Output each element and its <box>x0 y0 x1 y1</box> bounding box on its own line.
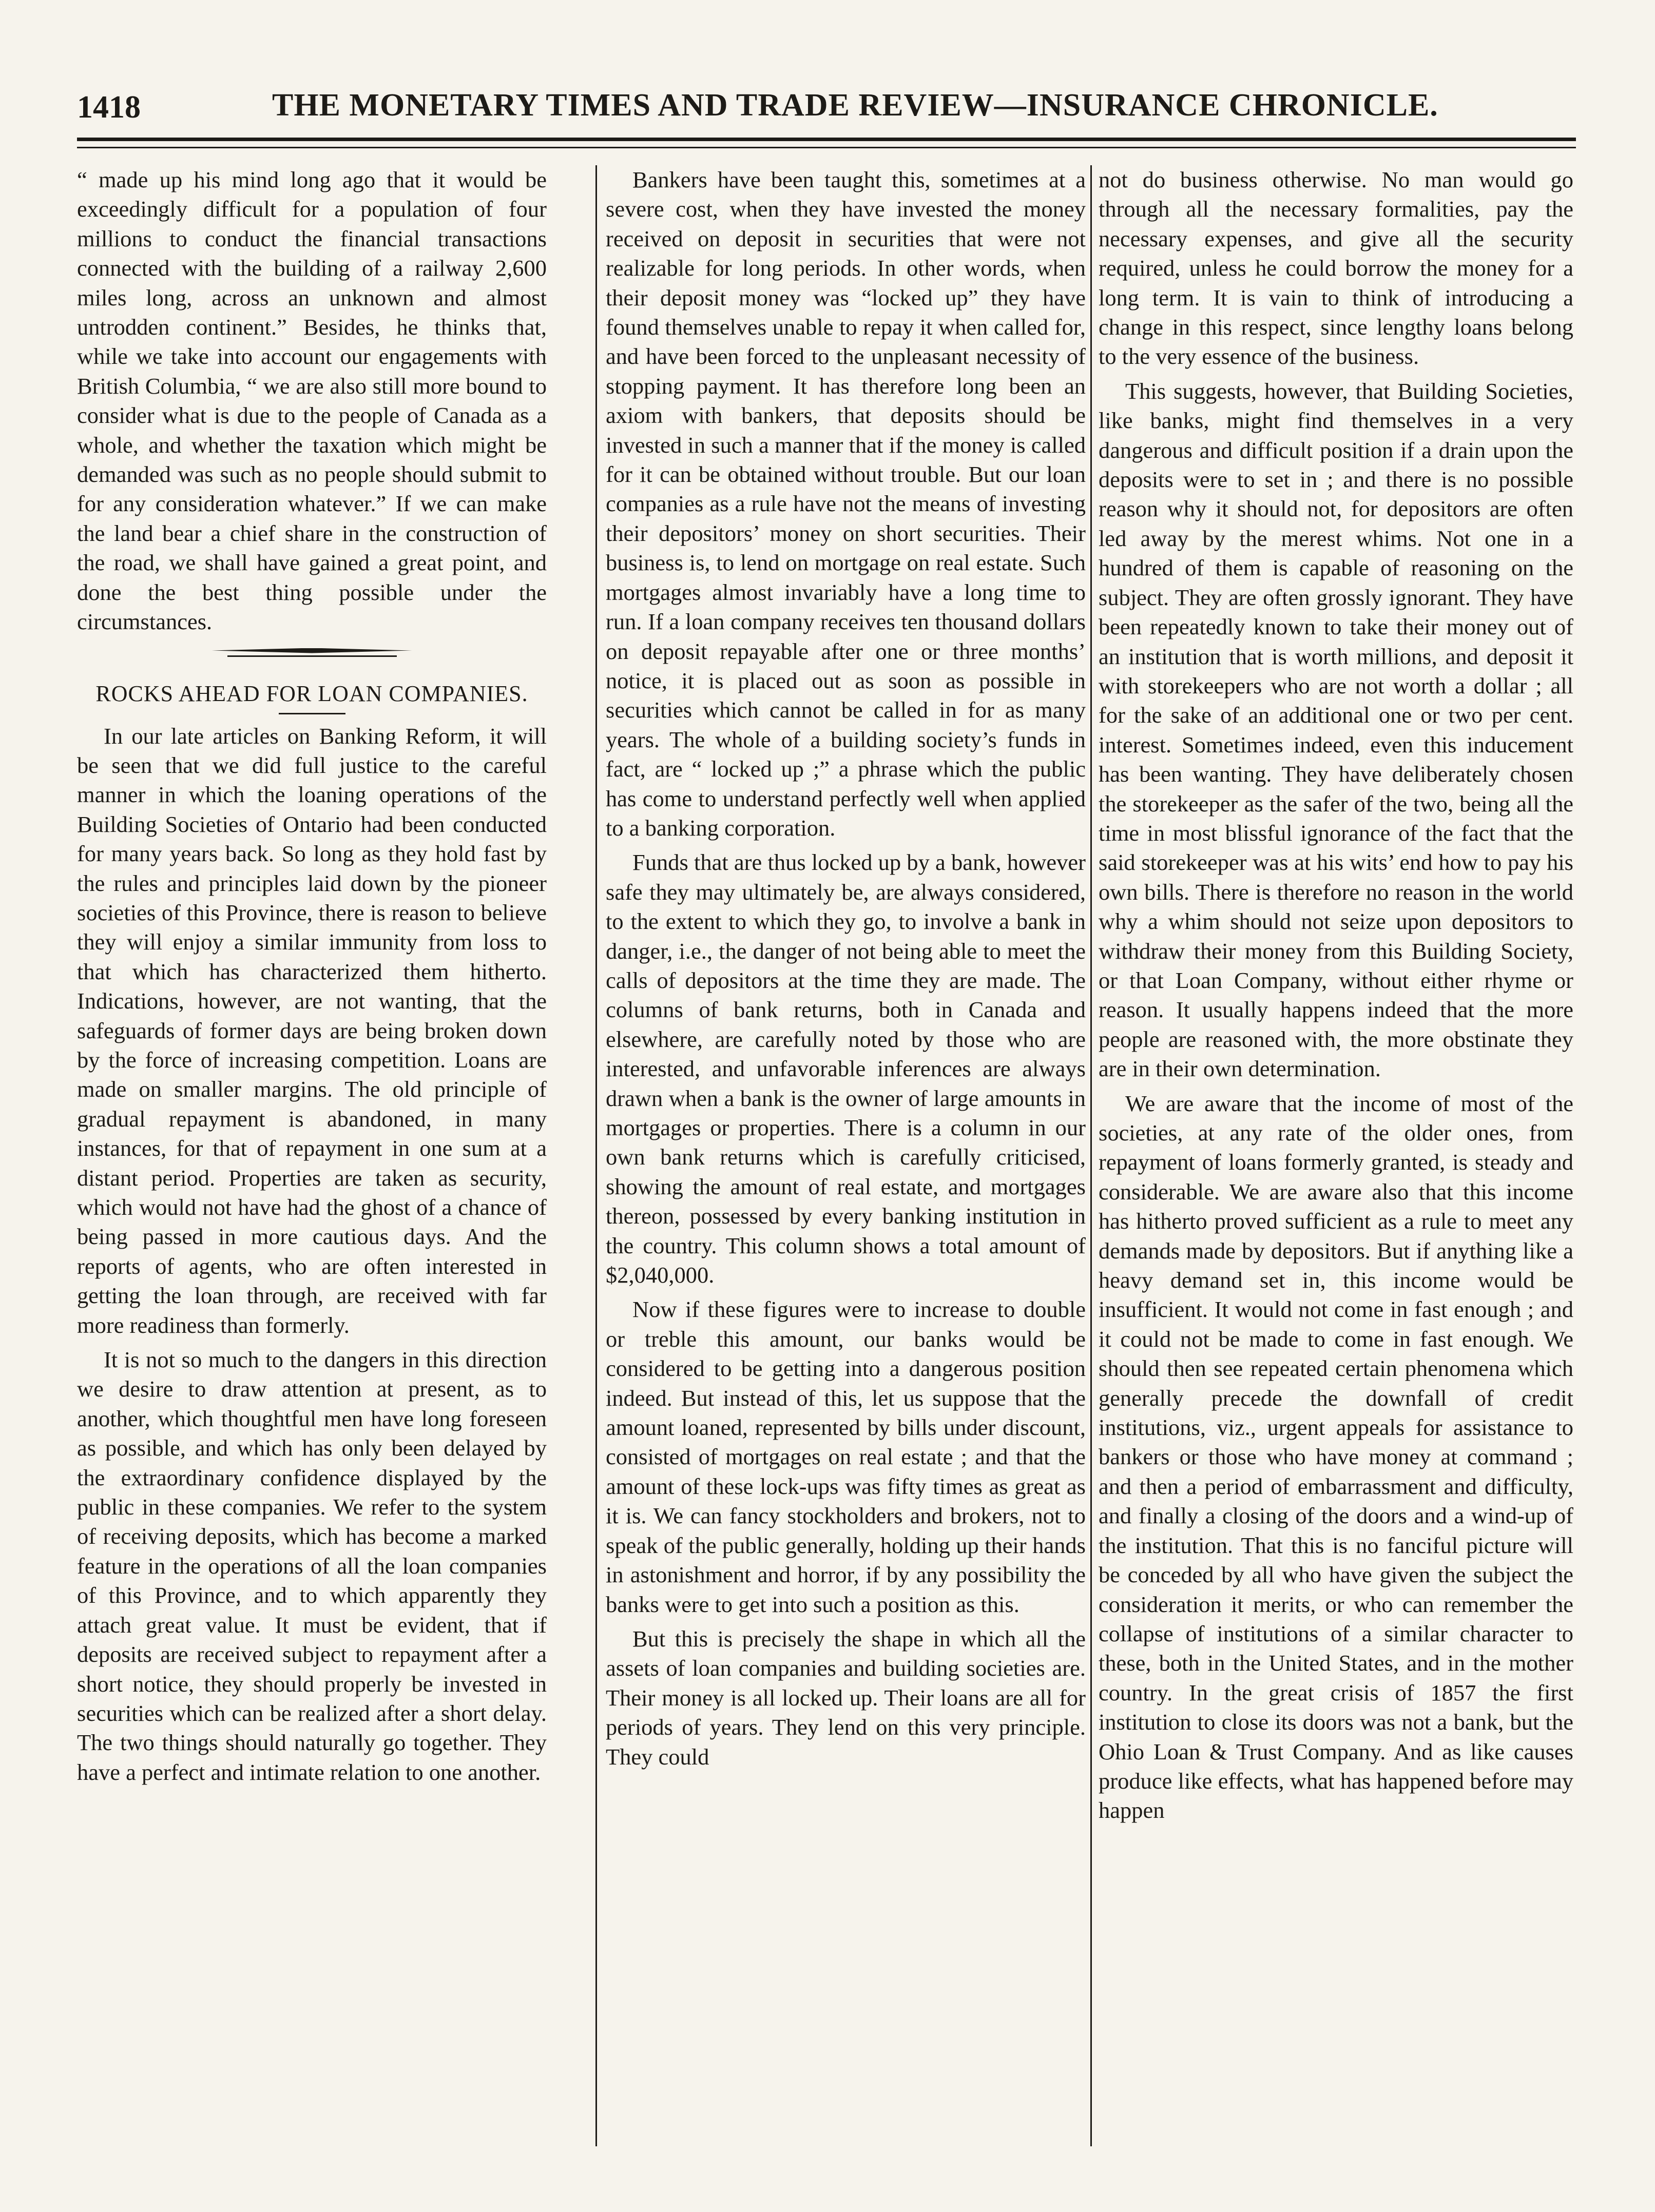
paragraph: In our late articles on Banking Reform, it will be seen that we did full justice to the careful manner in which the loaning operations of the Building Societies of Ontario had been conducted for many years back. So long as they hold fast by the rules and principles laid down by the pioneer societies of this Province, there is reason to believe they will enjoy a similar immunity from loss to that which has characterized them hitherto. Indications, however, are not wanting, that the safeguards of former days are being broken down by the force of increasing competition. Loans are made on smaller margins. The old principle of gradual repayment is abandoned, in many instances, for that of repayment in one sum at a distant period. Properties are taken as security, which would not have had the ghost of a chance of being passed in more cautious days. And the reports of agents, who are often interested in getting the loan through, are received with far more readiness than formerly. <box>77 723 547 1338</box>
paragraph: This suggests, however, that Building Societies, like banks, might find themselves in a very dangerous and difficult position if a drain upon the deposits were to set in ; and there is no possible reason why it should not, for depositors are often led away by the merest whims. Not one in a hundred of them is capable of reasoning on the subject. They are often grossly ignorant. They have been repeatedly known to take their money out of an institution that is worth millions, and deposit it with storekeepers who are not worth a dollar ; all for the sake of an additional one or two per cent. interest. Sometimes indeed, even this inducement has been wanting. They have deliberately chosen the storekeeper as the safer of the two, being all the time in most blissful ignorance of the fact that the said storekeeper was at his wits’ end how to pay his own bills. There is therefore no reason in the world why a whim should not seize upon depositors to withdraw their money from this Building Society, or that Loan Company, without either rhyme or reason. It usually happens indeed that the more people are reasoned with, the more obstinate they are in their own determination. <box>1099 378 1573 1082</box>
paragraph: Funds that are thus locked up by a bank, however safe they may ultimately be, are always considered, to the extent to which they go, to involve a bank in danger, i.e., the danger of not being able to meet the calls of depositors at the time they are made. The columns of bank returns, both in Canada and elsewhere, are carefully noted by those who are interested, and unfavorable inferences are always drawn when a bank is the owner of large amounts in mortgages or properties. There is a column in our own bank returns which is carefully criticised, showing the amount of real estate, and mortgages thereon, possessed by every banking institution in the country. This column shows a total amount of $2,040,000. <box>606 849 1086 1288</box>
paragraph: Bankers have been taught this, sometimes at a severe cost, when they have invested the money received on deposit in securities that were not realizable for long periods. In other words, when their deposit money was “locked up” they have found themselves unable to repay it when called for, and have been forced to the unpleasant necessity of stopping payment. It has therefore long been an axiom with bankers, that deposits should be invested in such a manner that if the money is called for it can be obtained without trouble. But our loan companies as a rule have not the means of investing their depositors’ money on short securities. Their business is, to lend on mortgage on real estate. Such mortgages almost invariably have a long time to run. If a loan company receives ten thousand dollars on deposit repayable after one or three months’ notice, it is placed out as soon as possible in securities which cannot be called in for as many years. The whole of a building society’s funds in fact, are “ locked up ;” a phrase which the public has come to understand perfectly well when applied to a banking corporation. <box>606 167 1086 841</box>
paragraph: “ made up his mind long ago that it would be exceedingly difficult for a population of four millions to conduct the financial transactions connected with the building of a railway 2,600 miles long, across an unknown and almost untrodden continent.” Besides, he thinks that, while we take into account our engagements with British Columbia, “ we are also still more bound to consider what is due to the people of Canada as a whole, and whether the taxation which might be demanded was such as no people should submit to for any consideration whatever.” If we can make the land bear a chief share in the construction of the road, we shall have gained a great point, and done the best thing possible under the circumstances. <box>77 167 547 635</box>
article-heading: ROCKS AHEAD FOR LOAN COMPANIES. <box>95 681 528 706</box>
section-ornament-rule <box>212 644 412 657</box>
column-divider <box>595 165 597 2146</box>
paragraph: But this is precisely the shape in which all the assets of loan companies and building societies are. Their money is all locked up. Their loans are all for periods of years. They lend on this very principle. They could <box>606 1625 1086 1770</box>
column-3 <box>1099 165 1573 2177</box>
column-1 <box>77 165 547 2177</box>
column-2 <box>606 165 1086 2177</box>
paragraph: It is not so much to the dangers in this direction we desire to draw attention at present, as to another, which thoughtful men have long foreseen as possible, and which has only been delayed by the extraordinary confidence displayed by the public in these companies. We refer to the system of receiving deposits, which has become a marked feature in the operations of all the loan companies of this Province, and to which apparently they attach great value. It must be evident, that if deposits are received subject to repayment after a short notice, they should properly be invested in securities which can be realized after a short delay. The two things should naturally go together. They have a perfect and intimate relation to one another. <box>77 1347 547 1785</box>
page-number: 1418 <box>77 90 141 125</box>
header-rule-thick <box>77 138 1576 141</box>
paragraph: Now if these figures were to increase to double or treble this amount, our banks would be considered to be getting into a dangerous position indeed. But instead of this, let us suppose that the amount loaned, represented by bills under discount, consisted of mortgages on real estate ; and that the amount of these lock-ups was fifty times as great as it is. We can fancy stockholders and brokers, not to speak of the public generally, holding up their hands in astonishment and horror, if by any possibility the banks were to get into such a position as this. <box>606 1296 1086 1617</box>
heading-rule <box>279 713 345 714</box>
header-rule-thin <box>77 147 1576 148</box>
paragraph: We are aware that the income of most of the societies, at any rate of the older ones, from repayment of loans formerly granted, is steady and considerable. We are aware also that this income has hitherto proved sufficient as a rule to meet any demands made by depositors. But if anything like a heavy demand set in, this income would be insufficient. It would not come in fast enough ; and it could not be made to come in fast enough. We should then see repeated certain phenomena which generally precede the downfall of credit institutions, viz., urgent appeals for assistance to bankers or those who have money at command ; and then a period of embarrassment and difficulty, and finally a closing of the doors and a wind-up of the institution. That this is no fanciful picture will be conceded by all who have given the subject the consideration it merits, or who can remember the collapse of institutions of a similar character to these, both in the United States, and in the mother country. In the great crisis of 1857 the first institution to close its doors was not a bank, but the Ohio Loan & Trust Company. And as like causes produce like effects, what has happened before may happen <box>1099 1090 1573 1823</box>
running-title: THE MONETARY TIMES AND TRADE REVIEW—INSURANCE CHRONICLE. <box>272 88 1438 123</box>
page-header <box>77 87 1576 144</box>
column-divider <box>1090 165 1092 2146</box>
paragraph: not do business otherwise. No man would go through all the necessary formalities, pay the necessary expenses, and give all the security required, unless he could borrow the money for a long term. It is vain to think of introducing a change in this respect, since lengthy loans belong to the very essence of the business. <box>1099 167 1573 370</box>
